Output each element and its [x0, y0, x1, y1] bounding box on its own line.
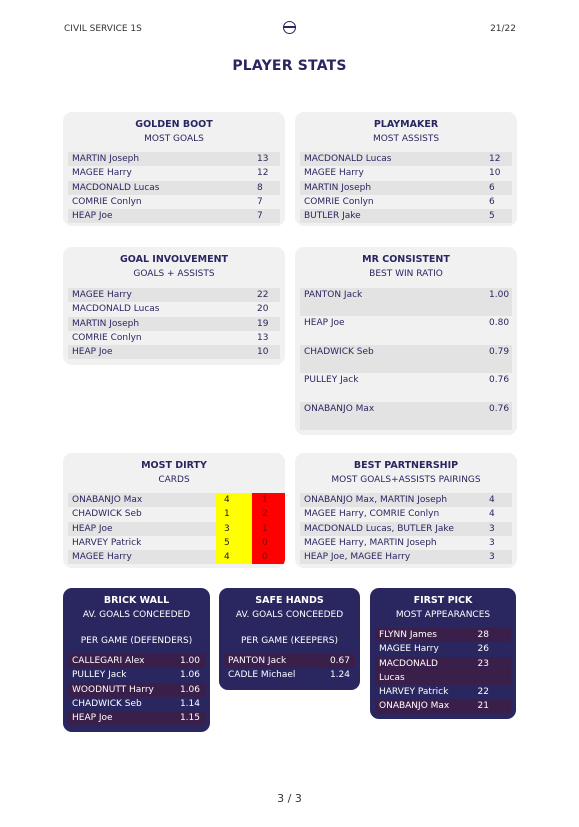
stat-value: 1.14	[179, 698, 200, 709]
stat-value: 6	[489, 196, 495, 207]
red-cards: 1	[252, 493, 285, 507]
table-row	[300, 550, 512, 564]
player-name: CHADWICK Seb	[304, 346, 374, 357]
yellow-cards: 4	[216, 550, 252, 564]
player-name: WOODNUTT Harry	[72, 684, 154, 695]
table-row	[300, 288, 512, 316]
page-number: 3 / 3	[277, 792, 302, 805]
table-row	[300, 373, 512, 401]
player-name: MAGEE Harry	[72, 168, 132, 179]
player-name: HARVEY Patrick	[72, 537, 142, 548]
stat-value: 3	[489, 552, 495, 563]
stat-value: 28	[477, 630, 489, 640]
table-row	[68, 536, 280, 550]
season-label: 21/22	[490, 24, 516, 34]
stat-value: 22	[477, 687, 489, 698]
stat-value: 21	[477, 701, 489, 712]
table-row	[68, 683, 205, 697]
card-subtitle: MOST GOALS+ASSISTS PAIRINGS	[331, 475, 481, 485]
card-subtitle: CARDS	[158, 475, 190, 485]
stat-value: 8	[257, 182, 263, 193]
yellow-cards: 5	[216, 536, 252, 550]
stat-value: 0.80	[489, 318, 510, 329]
table-row	[300, 522, 512, 536]
table-row	[300, 345, 512, 373]
player-name: MARTIN Joseph	[72, 154, 140, 164]
page-title: PLAYER STATS	[232, 58, 347, 74]
stat-value: 20	[257, 304, 269, 315]
stat-value: 13	[257, 332, 269, 343]
pairing-names: MAGEE Harry, COMRIE Conlyn	[304, 509, 440, 520]
table-row	[300, 209, 512, 223]
table-row	[68, 711, 205, 725]
stat-value: 3	[489, 523, 495, 534]
stat-value: 19	[257, 318, 269, 329]
stat-value: 12	[257, 168, 269, 179]
card-subtitle: MOST GOALS	[144, 134, 204, 144]
player-name: MACDONALD Lucas	[304, 154, 392, 164]
player-name: PANTON Jack	[304, 290, 363, 300]
player-name: ONABANJO Max	[379, 701, 450, 712]
stat-value: 12	[489, 154, 501, 164]
goal-involvement-card	[63, 247, 285, 365]
table-row	[68, 654, 205, 668]
best-partnership-card	[295, 453, 517, 568]
yellow-cards: 4	[216, 493, 252, 507]
player-name: MARTIN Joseph	[72, 318, 140, 329]
table-row	[68, 493, 280, 507]
brick-wall-card	[63, 588, 210, 732]
stat-value: 10	[257, 347, 269, 358]
player-name: CADLE Michael	[228, 670, 296, 681]
stat-value: 5	[489, 211, 495, 222]
table-row	[300, 152, 512, 166]
card-title: BEST PARTNERSHIP	[353, 460, 459, 471]
player-name: COMRIE Conlyn	[72, 196, 142, 207]
stat-value: 1.06	[179, 684, 200, 695]
player-name: MAGEE Harry	[304, 168, 364, 179]
card-subtitle: AV. GOALS CONCEEDED	[82, 610, 191, 620]
pairing-names: MAGEE Harry, MARTIN Joseph	[304, 537, 437, 548]
stat-value: 23	[477, 658, 489, 669]
player-name: MARTIN Joseph	[304, 182, 372, 193]
mr-consistent-card	[295, 247, 517, 435]
stat-value: 4	[489, 509, 495, 520]
stat-value: 10	[489, 168, 501, 179]
player-name: ONABANJO Max	[72, 495, 143, 505]
player-name: MACDONALD Lucas	[72, 304, 160, 315]
table-row	[375, 657, 511, 686]
table-row	[300, 507, 512, 521]
table-row	[300, 402, 512, 430]
table-row	[68, 345, 280, 359]
player-name: COMRIE Conlyn	[304, 196, 374, 207]
card-title: SAFE HANDS	[255, 595, 324, 606]
table-row	[375, 685, 511, 699]
yellow-cards: 3	[216, 522, 252, 536]
table-row	[68, 331, 280, 345]
card-title: BRICK WALL	[103, 595, 170, 606]
golden-boot-card	[63, 112, 285, 226]
table-row	[375, 628, 511, 642]
player-name: CHADWICK Seb	[72, 698, 142, 709]
stat-value: 7	[257, 196, 263, 207]
player-name: MAGEE Harry	[72, 552, 132, 563]
red-cards: 0	[252, 550, 285, 564]
player-name: HEAP Joe	[72, 211, 113, 222]
player-name: PULLEY Jack	[304, 375, 359, 386]
table-row	[300, 493, 512, 507]
card-subtitle: PER GAME (DEFENDERS)	[80, 636, 193, 646]
yellow-cards: 1	[216, 507, 252, 521]
card-subtitle: PER GAME (KEEPERS)	[240, 636, 339, 646]
table-row	[300, 166, 512, 180]
table-row	[224, 654, 355, 668]
pairing-names: MACDONALD Lucas, BUTLER Jake	[304, 523, 454, 534]
player-name: HEAP Joe	[72, 713, 113, 724]
team-name: CIVIL SERVICE 1S	[64, 24, 142, 34]
club-logo-icon	[283, 21, 296, 34]
table-row	[68, 288, 280, 302]
card-subtitle: BEST WIN RATIO	[369, 269, 443, 279]
stat-value: 0.67	[329, 656, 350, 666]
table-row	[68, 668, 205, 682]
player-name: ONABANJO Max	[304, 403, 375, 414]
stat-value: 6	[489, 182, 495, 193]
stat-value: 26	[477, 644, 489, 655]
pairing-names: ONABANJO Max, MARTIN Joseph	[304, 495, 448, 505]
stat-value: 0.76	[489, 403, 510, 414]
red-cards: 0	[252, 536, 285, 550]
stat-value: 1.15	[179, 713, 200, 724]
player-name: CALLEGARI Alex	[72, 656, 145, 666]
table-row	[68, 302, 280, 316]
card-title: GOLDEN BOOT	[135, 119, 213, 130]
card-title: PLAYMAKER	[373, 119, 439, 130]
table-row	[68, 550, 280, 564]
table-row	[300, 536, 512, 550]
stat-value: 7	[257, 211, 263, 222]
table-row	[68, 209, 280, 223]
stat-value: 4	[489, 495, 495, 505]
table-row	[300, 195, 512, 209]
player-name: CHADWICK Seb	[72, 509, 142, 520]
red-cards: 1	[252, 522, 285, 536]
player-name: HEAP Joe	[72, 347, 113, 358]
player-name: FLYNN James	[379, 630, 437, 640]
card-subtitle: MOST ASSISTS	[372, 134, 440, 144]
card-subtitle: MOST APPEARANCES	[395, 610, 491, 620]
player-name: HEAP Joe	[304, 318, 345, 329]
table-row	[68, 166, 280, 180]
table-row	[224, 668, 355, 682]
card-subtitle: GOALS + ASSISTS	[133, 269, 215, 279]
player-name: PULLEY Jack	[72, 670, 127, 681]
pairing-names: HEAP Joe, MAGEE Harry	[304, 552, 411, 563]
player-name: BUTLER Jake	[304, 211, 361, 222]
stat-value: 1.00	[179, 656, 200, 666]
first-pick-card	[370, 588, 516, 719]
stat-value: 1.24	[329, 670, 350, 681]
card-subtitle: AV. GOALS CONCEEDED	[235, 610, 344, 620]
table-row	[68, 317, 280, 331]
red-cards: 2	[252, 507, 285, 521]
table-row	[300, 181, 512, 195]
stat-value: 1.00	[489, 290, 510, 300]
card-title: GOAL INVOLVEMENT	[119, 254, 229, 265]
player-name: PANTON Jack	[228, 656, 287, 666]
stat-value: 0.79	[489, 346, 510, 357]
player-name: COMRIE Conlyn	[72, 332, 142, 343]
table-row	[68, 152, 280, 166]
card-title: MOST DIRTY	[141, 460, 207, 471]
card-title: FIRST PICK	[413, 595, 473, 606]
table-row	[68, 181, 280, 195]
table-row	[68, 507, 280, 521]
table-row	[68, 522, 280, 536]
player-name: HEAP Joe	[72, 523, 113, 534]
stat-value: 22	[257, 290, 269, 300]
stat-value: 0.76	[489, 375, 510, 386]
playmaker-card	[295, 112, 517, 226]
safe-hands-card	[219, 588, 360, 690]
card-title: MR CONSISTENT	[362, 254, 450, 265]
table-row	[68, 195, 280, 209]
table-row	[375, 642, 511, 656]
table-row	[300, 316, 512, 344]
player-name: MACDONALD Lucas	[72, 182, 160, 193]
player-name: HARVEY Patrick	[379, 687, 449, 698]
player-name: MAGEE Harry	[72, 290, 132, 300]
player-name: MAGEE Harry	[379, 644, 439, 655]
stat-value: 1.06	[179, 670, 200, 681]
most-dirty-card	[63, 453, 285, 568]
stat-value: 13	[257, 154, 269, 164]
table-row	[68, 697, 205, 711]
player-name: MACDONALD Lucas	[379, 658, 438, 683]
table-row	[375, 699, 511, 713]
stat-value: 3	[489, 537, 495, 548]
